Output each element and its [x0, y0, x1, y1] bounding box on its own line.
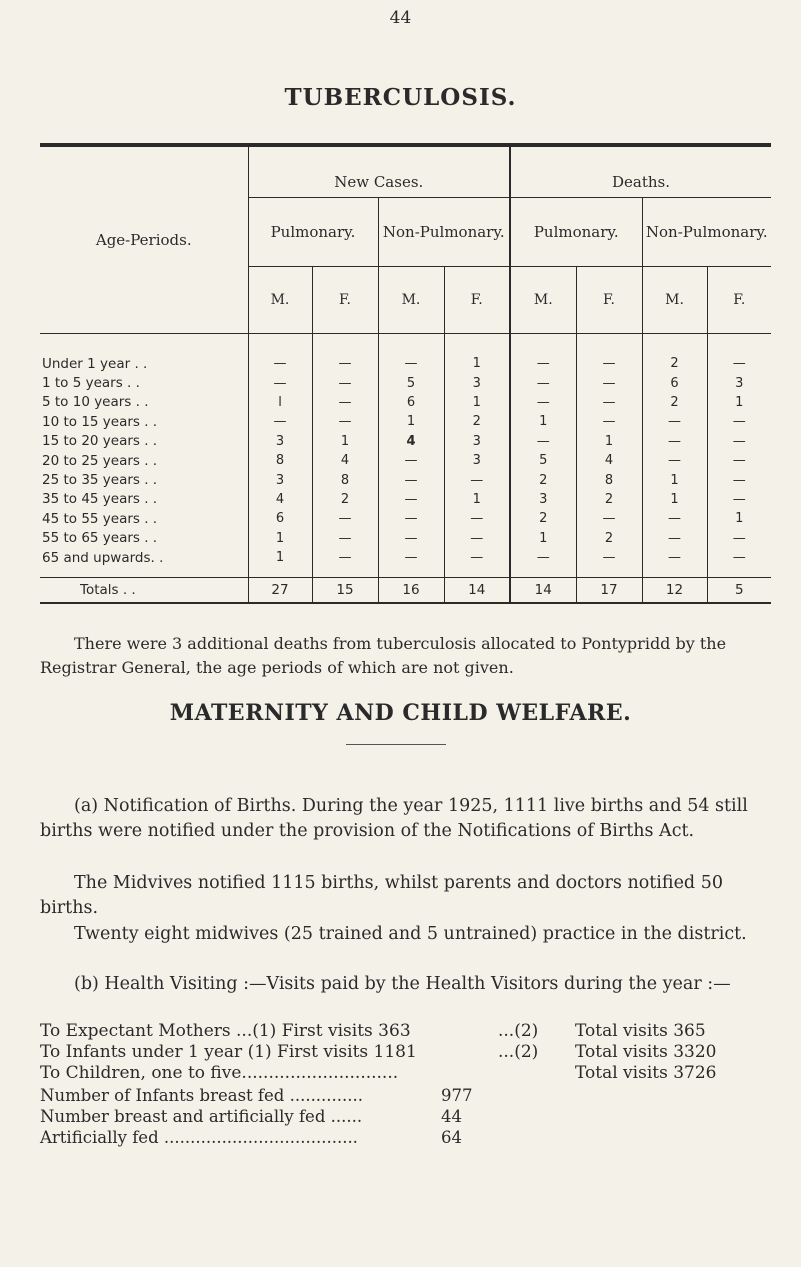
header-f: F.: [576, 267, 642, 334]
cell-value: —: [707, 490, 771, 509]
total-value: 27: [248, 578, 312, 604]
table-row: [40, 509, 771, 528]
cell-value: 1: [378, 412, 444, 431]
cell-value: 8: [312, 470, 378, 489]
cell-value: 4: [576, 451, 642, 470]
cell-value: 3: [248, 432, 312, 451]
cell-value: —: [707, 529, 771, 548]
cell-value: 2: [444, 412, 510, 431]
age-period-label: 45 to 55 years . .: [42, 510, 158, 527]
cell-value: —: [642, 451, 707, 470]
cell-value: —: [576, 334, 642, 374]
cell-value: —: [707, 334, 771, 374]
age-period-label: 65 and upwards. .: [42, 549, 164, 566]
cell-value: 1: [576, 432, 642, 451]
cell-value: 2: [510, 509, 576, 528]
cell-value: 1: [707, 509, 771, 528]
cell-value: 1: [510, 529, 576, 548]
header-new-non-pulmonary: Non-Pulmonary.: [378, 198, 510, 267]
paragraph-notification-of-births: (a) Notification of Births. During the year 1925, 1111 live births and 54 still births were notified under the provision of the Notifications of Births Act.: [40, 796, 748, 841]
cell-value: —: [248, 373, 312, 392]
cell-value: 1: [510, 412, 576, 431]
cell-value: 2: [510, 470, 576, 489]
cell-value: —: [248, 412, 312, 431]
cell-value: 8: [248, 451, 312, 470]
header-m: M.: [642, 267, 707, 334]
header-f: F.: [444, 267, 510, 334]
visit-second: ...(2): [498, 1021, 539, 1041]
cell-value: —: [510, 373, 576, 392]
table-row: [40, 334, 771, 374]
visit-row-children: [40, 1063, 771, 1084]
cell-value: 1: [642, 490, 707, 509]
total-value: 14: [444, 578, 510, 604]
cell-value: 4: [312, 451, 378, 470]
age-period-label: 25 to 35 years . .: [42, 472, 158, 489]
cell-value: —: [444, 470, 510, 489]
cell-value: 8: [576, 470, 642, 489]
cell-value: 2: [642, 393, 707, 412]
cell-value: —: [707, 412, 771, 431]
cell-value: 5: [378, 373, 444, 392]
feeding-value: 977: [441, 1086, 473, 1105]
cell-value: l: [248, 393, 312, 412]
table-row: [40, 432, 771, 451]
cell-value: —: [642, 509, 707, 528]
cell-value: 3: [444, 432, 510, 451]
cell-value: —: [312, 529, 378, 548]
cell-value: —: [510, 334, 576, 374]
paragraph-midwives-notified: The Midvives notified 1115 births, whilst parents and doctors notified 50 births.: [40, 873, 723, 918]
tuberculosis-table: [40, 147, 771, 604]
cell-value: 1: [642, 470, 707, 489]
total-value: 17: [576, 578, 642, 604]
page-title: TUBERCULOSIS.: [284, 84, 517, 111]
feeding-row: [40, 1085, 771, 1106]
cell-value: —: [312, 412, 378, 431]
cell-value: —: [444, 509, 510, 528]
cell-value: 1: [312, 432, 378, 451]
cell-value: 2: [576, 529, 642, 548]
cell-value: —: [312, 393, 378, 412]
header-m: M.: [378, 267, 444, 334]
age-period-label: 15 to 20 years . .: [42, 433, 158, 450]
visits-list: [40, 1021, 771, 1084]
age-period-label: 1 to 5 years . .: [42, 375, 140, 392]
table-row: [40, 451, 771, 470]
cell-value: 1: [444, 490, 510, 509]
feeding-label: Number breast and artificially fed ......: [40, 1107, 363, 1126]
table-row: [40, 470, 771, 489]
cell-value: —: [707, 451, 771, 470]
visit-total: Total visits 3726: [575, 1063, 717, 1083]
cell-value: 2: [576, 490, 642, 509]
header-f: F.: [312, 267, 378, 334]
age-period-label: 5 to 10 years . .: [42, 394, 149, 411]
cell-value: —: [510, 393, 576, 412]
cell-value: —: [378, 509, 444, 528]
age-period-label: 35 to 45 years . .: [42, 491, 158, 508]
age-period-label: 55 to 65 years . .: [42, 530, 158, 547]
cell-value: —: [707, 432, 771, 451]
tuberculosis-table-container: [40, 143, 771, 604]
cell-value: —: [312, 548, 378, 578]
table-row: [40, 373, 771, 392]
cell-value: —: [378, 490, 444, 509]
header-deaths-pulmonary: Pulmonary.: [510, 198, 642, 267]
cell-value: 2: [312, 490, 378, 509]
cell-value: —: [642, 432, 707, 451]
cell-value: —: [642, 529, 707, 548]
age-period-label: 10 to 15 years . .: [42, 413, 158, 430]
cell-value: 2: [642, 334, 707, 374]
cell-value: —: [378, 334, 444, 374]
section-divider: [346, 744, 446, 745]
total-value: 16: [378, 578, 444, 604]
cell-value: —: [312, 334, 378, 374]
header-f: F.: [707, 267, 771, 334]
cell-value: —: [707, 548, 771, 578]
cell-value: —: [576, 393, 642, 412]
cell-value: —: [576, 548, 642, 578]
header-deaths-non-pulmonary: Non-Pulmonary.: [642, 198, 771, 267]
total-value: 12: [642, 578, 707, 604]
visit-total: Total visits 3320: [575, 1042, 717, 1062]
cell-value: —: [378, 470, 444, 489]
cell-value: —: [707, 470, 771, 489]
page-number: 44: [389, 8, 412, 28]
cell-value: —: [378, 529, 444, 548]
cell-value: —: [248, 334, 312, 374]
cell-value: —: [576, 509, 642, 528]
feeding-row: [40, 1127, 771, 1148]
cell-value: 1: [444, 334, 510, 374]
header-age-periods: Age-Periods.: [40, 147, 248, 334]
cell-value: —: [576, 373, 642, 392]
cell-value: —: [444, 548, 510, 578]
paragraph-midwives-practice: Twenty eight midwives (25 trained and 5 untrained) practice in the district.: [74, 924, 747, 944]
visit-label: To Infants under 1 year (1) First visits 1181: [40, 1042, 417, 1062]
feeding-label: Artificially fed .....................................: [40, 1128, 358, 1147]
cell-value: 3: [248, 470, 312, 489]
cell-value: 6: [248, 509, 312, 528]
table-row: [40, 529, 771, 548]
cell-value: 4: [378, 432, 444, 451]
header-m: M.: [248, 267, 312, 334]
totals-row: [40, 578, 771, 604]
cell-value: —: [642, 412, 707, 431]
cell-value: 1: [707, 393, 771, 412]
cell-value: 1: [248, 548, 312, 578]
cell-value: —: [312, 373, 378, 392]
totals-label: Totals . .: [40, 578, 248, 604]
feeding-label: Number of Infants breast fed ..............: [40, 1086, 364, 1105]
cell-value: —: [642, 548, 707, 578]
total-value: 15: [312, 578, 378, 604]
total-value: 14: [510, 578, 576, 604]
visit-label: To Children, one to five.............................: [40, 1063, 399, 1083]
feeding-value: 64: [441, 1128, 462, 1147]
age-period-label: 20 to 25 years . .: [42, 452, 158, 469]
cell-value: 3: [444, 451, 510, 470]
total-value: 5: [707, 578, 771, 604]
cell-value: 1: [248, 529, 312, 548]
cell-value: 3: [510, 490, 576, 509]
header-deaths: Deaths.: [510, 147, 771, 198]
table-row: [40, 393, 771, 412]
feeding-list: [40, 1085, 771, 1148]
paragraph-health-visiting: (b) Health Visiting :—Visits paid by the Health Visitors during the year :—: [74, 974, 731, 994]
visit-row-expectant-mothers: [40, 1021, 771, 1042]
cell-value: 1: [444, 393, 510, 412]
cell-value: —: [510, 548, 576, 578]
cell-value: —: [510, 432, 576, 451]
cell-value: 6: [378, 393, 444, 412]
cell-value: —: [444, 529, 510, 548]
cell-value: 3: [707, 373, 771, 392]
cell-value: 5: [510, 451, 576, 470]
cell-value: —: [378, 548, 444, 578]
cell-value: —: [312, 509, 378, 528]
cell-value: —: [378, 451, 444, 470]
table-row: [40, 412, 771, 431]
feeding-value: 44: [441, 1107, 462, 1126]
visit-label: To Expectant Mothers ...(1) First visits 363: [40, 1021, 411, 1041]
visit-row-infants: [40, 1042, 771, 1063]
age-period-label: Under 1 year . .: [42, 355, 148, 372]
feeding-row: [40, 1106, 771, 1127]
cell-value: 4: [248, 490, 312, 509]
visit-total: Total visits 365: [575, 1021, 706, 1041]
visit-second: ...(2): [498, 1042, 539, 1062]
cell-value: 3: [444, 373, 510, 392]
section-title-maternity: MATERNITY AND CHILD WELFARE.: [169, 700, 632, 726]
cell-value: —: [576, 412, 642, 431]
cell-value: 6: [642, 373, 707, 392]
table-row: [40, 490, 771, 509]
additional-deaths-note: There were 3 additional deaths from tuberculosis allocated to Pontypridd by the Registrar General, the age periods of which are not given.: [40, 634, 727, 677]
header-m: M.: [510, 267, 576, 334]
header-new-pulmonary: Pulmonary.: [248, 198, 378, 267]
table-row: [40, 548, 771, 578]
header-new-cases: New Cases.: [248, 147, 510, 198]
